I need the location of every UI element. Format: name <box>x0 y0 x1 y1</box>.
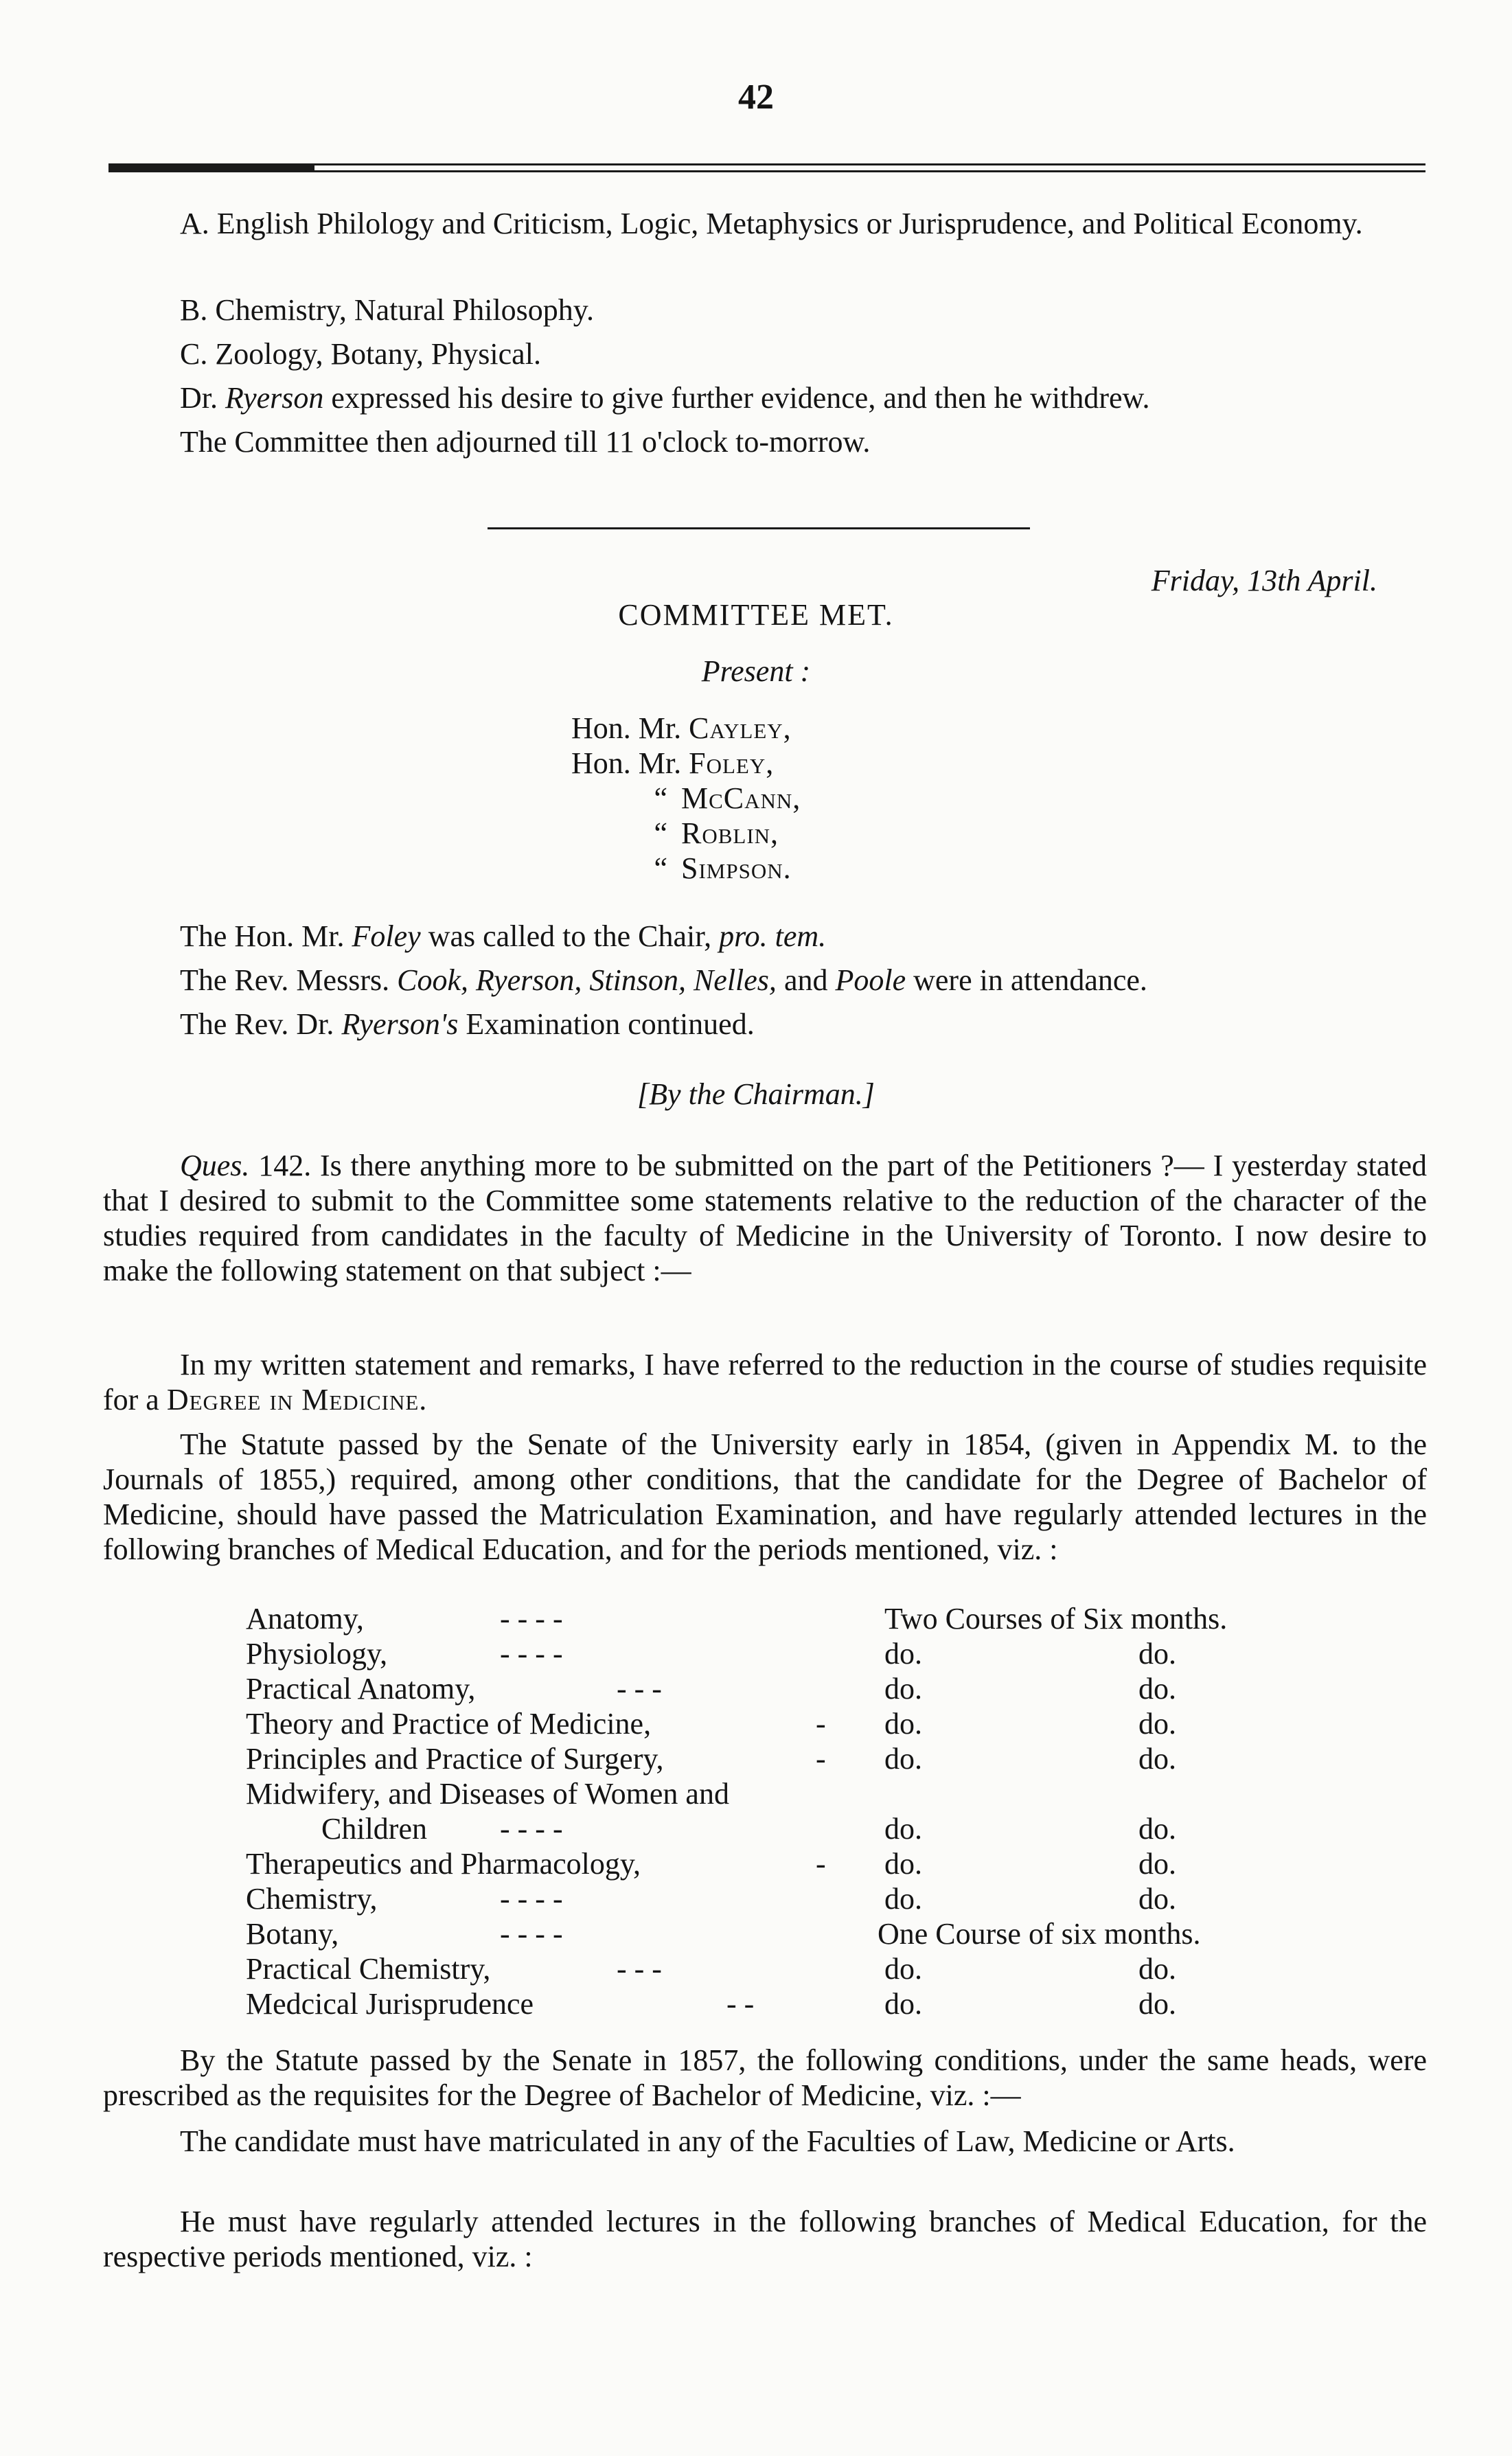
committee-met-heading: COMMITTEE MET. <box>618 598 894 632</box>
by-the-chairman: [By the Chairman.] <box>637 1077 875 1111</box>
chair-line: The Hon. Mr. Foley was called to the Chair, pro. tem. <box>180 919 827 953</box>
schedule-row: Theory and Practice of Medicine, - do. do. <box>246 1707 1176 1741</box>
schedule-row: Midwifery, and Diseases of Women and <box>246 1777 729 1811</box>
intro-line-a: A. English Philology and Criticism, Logic, Metaphysics or Jurisprudence, and Political Economy. <box>180 207 1363 240</box>
intro-line-c: C. Zoology, Botany, Physical. <box>180 337 541 371</box>
schedule-row: Botany, - - - - One Course of six months. <box>246 1917 1201 1951</box>
schedule-row: Children - - - - do. do. <box>321 1812 1176 1846</box>
member-entry: “ Simpson. <box>654 851 792 885</box>
page-number: 42 <box>738 78 774 117</box>
paragraph-attended-lectures: He must have regularly attended lectures in the following branches of Medical Education, for the respective periods mentioned, viz. : <box>103 2205 1427 2273</box>
intro-line-b: B. Chemistry, Natural Philosophy. <box>180 293 594 327</box>
schedule-row: Practical Chemistry, - - - do. do. <box>246 1952 1176 1986</box>
meeting-date: Friday, 13th April. <box>1151 564 1377 597</box>
course-schedule-1854 <box>246 1601 1344 2021</box>
section-divider <box>488 527 1030 529</box>
schedule-row: Medcical Jurisprudence - - do. do. <box>246 1987 1176 2021</box>
member-entry: “ Roblin, <box>654 816 779 850</box>
schedule-row: Physiology, - - - - do. do. <box>246 1637 1176 1671</box>
schedule-row: Anatomy, - - - - Two Courses of Six months. <box>246 1602 1228 1636</box>
paragraph-written-statement: In my written statement and remarks, I have referred to the reduction in the course of studies requisite for a Degree in Medicine. <box>103 1348 1427 1416</box>
schedule-row: Principles and Practice of Surgery, - do. do. <box>246 1742 1176 1776</box>
member-entry: Hon. Mr. Foley, <box>571 746 775 780</box>
examination-line: The Rev. Dr. Ryerson's Examination continued. <box>180 1007 755 1041</box>
member-entry: “ McCann, <box>654 781 801 815</box>
present-label: Present : <box>701 654 811 688</box>
adjourned-line: The Committee then adjourned till 11 o'clock to-morrow. <box>180 425 871 459</box>
question-142: Ques. 142. Is there anything more to be submitted on the part of the Petitioners ?— I yesterday stated that I desired to submit to the Committee some statements relative to the reduction of the character of the studies required from candidates in the faculty of Medicine in the University of Toronto. I now desire to make the following statement on that subject :— <box>103 1149 1427 1287</box>
schedule-row: Therapeutics and Pharmacology, - do. do. <box>246 1847 1176 1881</box>
header-double-rule <box>108 163 1425 176</box>
schedule-row: Practical Anatomy, - - - do. do. <box>246 1672 1176 1706</box>
paragraph-statute-1857: By the Statute passed by the Senate in 1857, the following conditions, under the same heads, were prescribed as the requisites for the Degree of Bachelor of Medicine, viz. :— <box>103 2043 1427 2112</box>
ryerson-withdrew-line: Dr. Ryerson expressed his desire to give further evidence, and then he withdrew. <box>180 381 1150 415</box>
member-entry: Hon. Mr. Cayley, <box>571 711 792 745</box>
members-present-list <box>571 711 801 886</box>
paragraph-statute-1854: The Statute passed by the Senate of the University early in 1854, (given in Appendix M. to the Journals of 1855,) required, among other conditions, that the candidate for the Degree of Bachelor of Medicine, should have passed the Matriculation Examination, and have regularly attended lectures in the following branches of Medical Education, and for the periods mentioned, viz. : <box>103 1427 1427 1566</box>
schedule-row: Chemistry, - - - - do. do. <box>246 1882 1176 1916</box>
attendance-line: The Rev. Messrs. Cook, Ryerson, Stinson, Nelles, and Poole were in attendance. <box>180 963 1147 997</box>
paragraph-matriculated: The candidate must have matriculated in any of the Faculties of Law, Medicine or Arts. <box>180 2124 1235 2158</box>
